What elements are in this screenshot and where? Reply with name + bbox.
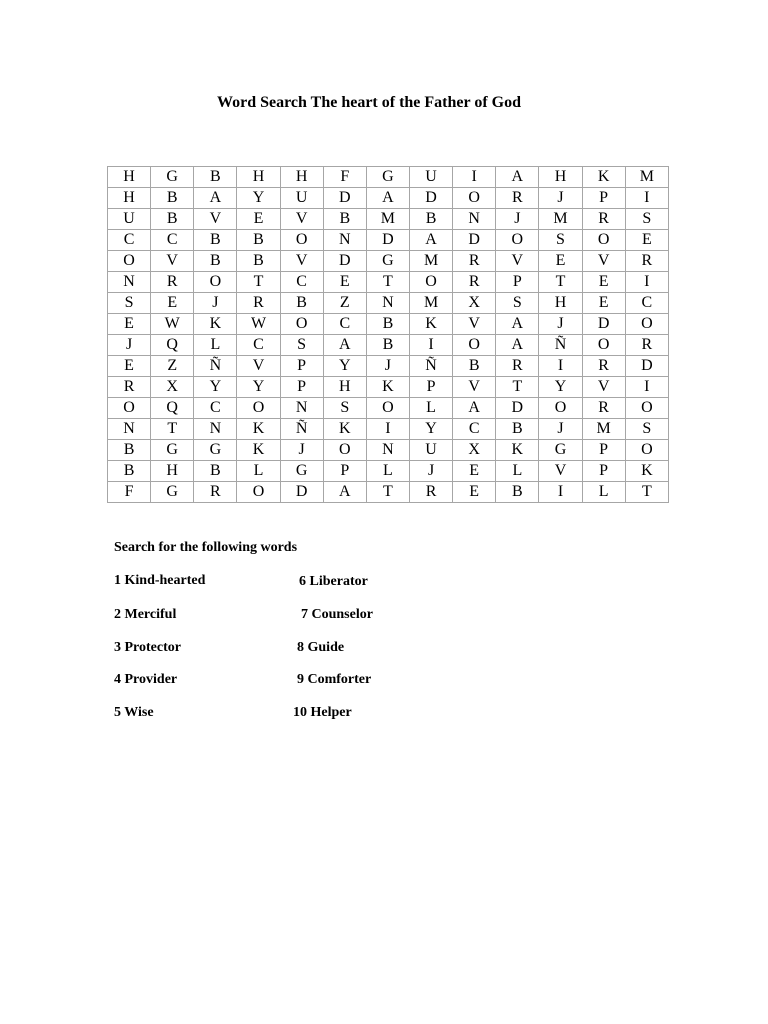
grid-cell: Q <box>151 335 194 356</box>
grid-cell: E <box>582 272 625 293</box>
grid-cell: V <box>151 251 194 272</box>
grid-cell: Z <box>151 356 194 377</box>
grid-cell: R <box>151 272 194 293</box>
grid-cell: M <box>625 167 668 188</box>
grid-cell: O <box>625 398 668 419</box>
grid-cell: V <box>194 209 237 230</box>
grid-cell: O <box>582 335 625 356</box>
grid-cell: U <box>409 440 452 461</box>
grid-cell: R <box>625 251 668 272</box>
grid-cell: H <box>539 293 582 314</box>
grid-row <box>108 356 669 377</box>
grid-cell: G <box>151 440 194 461</box>
grid-cell: I <box>453 167 496 188</box>
grid-cell: V <box>280 251 323 272</box>
grid-cell: V <box>280 209 323 230</box>
grid-cell: B <box>496 419 539 440</box>
grid-cell: J <box>280 440 323 461</box>
grid-cell: E <box>625 230 668 251</box>
grid-cell: P <box>280 356 323 377</box>
word-list-item: 10 Helper <box>293 705 352 720</box>
grid-cell: N <box>108 272 151 293</box>
grid-cell: D <box>453 230 496 251</box>
grid-cell: G <box>539 440 582 461</box>
grid-cell: J <box>194 293 237 314</box>
grid-row <box>108 377 669 398</box>
grid-cell: O <box>108 398 151 419</box>
grid-cell: N <box>323 230 366 251</box>
grid-cell: A <box>453 398 496 419</box>
grid-cell: S <box>323 398 366 419</box>
grid-cell: Ñ <box>409 356 452 377</box>
grid-cell: D <box>625 356 668 377</box>
grid-cell: U <box>280 188 323 209</box>
grid-row <box>108 314 669 335</box>
grid-cell: Y <box>323 356 366 377</box>
grid-cell: G <box>280 461 323 482</box>
grid-cell: B <box>194 251 237 272</box>
grid-cell: O <box>453 188 496 209</box>
grid-cell: S <box>625 419 668 440</box>
grid-cell: O <box>409 272 452 293</box>
instructions-text: Search for the following words <box>114 540 298 555</box>
grid-cell: A <box>323 335 366 356</box>
grid-cell: D <box>323 188 366 209</box>
grid-cell: E <box>323 272 366 293</box>
grid-cell: C <box>194 398 237 419</box>
grid-row <box>108 188 669 209</box>
grid-cell: N <box>194 419 237 440</box>
grid-cell: B <box>366 314 409 335</box>
grid-cell: R <box>409 482 452 503</box>
word-search-grid <box>107 166 669 503</box>
grid-cell: S <box>280 335 323 356</box>
grid-cell: A <box>194 188 237 209</box>
grid-cell: C <box>625 293 668 314</box>
grid-cell: E <box>453 461 496 482</box>
grid-cell: H <box>108 167 151 188</box>
grid-cell: J <box>539 188 582 209</box>
grid-cell: R <box>582 209 625 230</box>
grid-cell: V <box>582 377 625 398</box>
grid-row <box>108 272 669 293</box>
grid-cell: B <box>366 335 409 356</box>
grid-cell: O <box>582 230 625 251</box>
grid-cell: U <box>409 167 452 188</box>
grid-cell: O <box>539 398 582 419</box>
grid-cell: U <box>108 209 151 230</box>
grid-cell: J <box>496 209 539 230</box>
grid-cell: G <box>194 440 237 461</box>
grid-cell: D <box>366 230 409 251</box>
grid-cell: T <box>237 272 280 293</box>
grid-cell: R <box>625 335 668 356</box>
grid-cell: K <box>323 419 366 440</box>
grid-cell: R <box>453 272 496 293</box>
grid-cell: T <box>539 272 582 293</box>
grid-cell: Ñ <box>280 419 323 440</box>
grid-cell: J <box>539 314 582 335</box>
word-list-item: 6 Liberator <box>299 574 368 589</box>
grid-cell: E <box>582 293 625 314</box>
grid-cell: N <box>280 398 323 419</box>
grid-cell: V <box>496 251 539 272</box>
grid-cell: B <box>409 209 452 230</box>
word-list-item: 7 Counselor <box>301 607 373 622</box>
grid-cell: T <box>366 482 409 503</box>
word-list-item: 1 Kind-hearted <box>114 573 206 588</box>
grid-cell: K <box>409 314 452 335</box>
grid-cell: E <box>539 251 582 272</box>
grid-cell: M <box>366 209 409 230</box>
grid-cell: B <box>108 440 151 461</box>
grid-cell: P <box>582 188 625 209</box>
grid-cell: F <box>323 167 366 188</box>
grid-cell: N <box>366 440 409 461</box>
grid-cell: T <box>151 419 194 440</box>
grid-cell: R <box>496 188 539 209</box>
grid-row <box>108 419 669 440</box>
grid-cell: A <box>409 230 452 251</box>
word-list-item: 5 Wise <box>114 705 154 720</box>
grid-cell: A <box>496 167 539 188</box>
grid-cell: X <box>453 440 496 461</box>
grid-cell: D <box>323 251 366 272</box>
grid-cell: Y <box>237 377 280 398</box>
grid-cell: J <box>409 461 452 482</box>
grid-cell: T <box>496 377 539 398</box>
grid-cell: A <box>323 482 366 503</box>
grid-cell: G <box>151 167 194 188</box>
grid-row <box>108 251 669 272</box>
grid-cell: E <box>237 209 280 230</box>
grid-cell: H <box>280 167 323 188</box>
grid-cell: K <box>582 167 625 188</box>
grid-cell: S <box>539 230 582 251</box>
grid-row <box>108 293 669 314</box>
grid-cell: O <box>108 251 151 272</box>
grid-cell: V <box>453 377 496 398</box>
grid-cell: A <box>496 314 539 335</box>
grid-cell: X <box>151 377 194 398</box>
grid-cell: O <box>323 440 366 461</box>
grid-cell: Y <box>237 188 280 209</box>
word-list-item: 2 Merciful <box>114 607 177 622</box>
grid-cell: C <box>151 230 194 251</box>
grid-cell: C <box>108 230 151 251</box>
word-list-item: 9 Comforter <box>297 672 372 687</box>
word-list-item: 8 Guide <box>297 640 345 655</box>
grid-cell: L <box>582 482 625 503</box>
grid-row <box>108 398 669 419</box>
grid-cell: B <box>453 356 496 377</box>
grid-cell: T <box>625 482 668 503</box>
grid-cell: R <box>582 356 625 377</box>
grid-row <box>108 335 669 356</box>
grid-cell: K <box>237 440 280 461</box>
grid-row <box>108 461 669 482</box>
grid-cell: I <box>366 419 409 440</box>
grid-cell: K <box>366 377 409 398</box>
grid-cell: N <box>366 293 409 314</box>
grid-cell: D <box>582 314 625 335</box>
grid-cell: D <box>496 398 539 419</box>
grid-cell: W <box>237 314 280 335</box>
grid-cell: H <box>323 377 366 398</box>
grid-cell: I <box>409 335 452 356</box>
grid-cell: X <box>453 293 496 314</box>
grid-cell: O <box>280 230 323 251</box>
grid-cell: R <box>582 398 625 419</box>
grid-cell: Q <box>151 398 194 419</box>
grid-cell: N <box>453 209 496 230</box>
grid-row <box>108 167 669 188</box>
page-title: Word Search The heart of the Father of God <box>217 94 521 111</box>
grid-cell: E <box>108 356 151 377</box>
grid-cell: V <box>582 251 625 272</box>
grid-cell: J <box>539 419 582 440</box>
grid-cell: O <box>625 314 668 335</box>
grid-cell: N <box>108 419 151 440</box>
grid-cell: R <box>194 482 237 503</box>
grid-cell: O <box>237 398 280 419</box>
grid-cell: G <box>366 251 409 272</box>
grid-cell: R <box>453 251 496 272</box>
grid-cell: B <box>323 209 366 230</box>
grid-cell: K <box>625 461 668 482</box>
grid-cell: T <box>366 272 409 293</box>
grid-cell: J <box>366 356 409 377</box>
grid-cell: V <box>539 461 582 482</box>
grid-cell: O <box>194 272 237 293</box>
grid-cell: B <box>194 230 237 251</box>
grid-cell: L <box>194 335 237 356</box>
grid-cell: W <box>151 314 194 335</box>
grid-cell: M <box>409 251 452 272</box>
grid-cell: B <box>280 293 323 314</box>
grid-cell: H <box>151 461 194 482</box>
grid-cell: O <box>366 398 409 419</box>
grid-cell: P <box>280 377 323 398</box>
grid-cell: B <box>496 482 539 503</box>
grid-cell: A <box>496 335 539 356</box>
grid-cell: I <box>539 356 582 377</box>
grid-cell: M <box>409 293 452 314</box>
grid-cell: P <box>582 440 625 461</box>
grid-cell: V <box>453 314 496 335</box>
grid-cell: M <box>539 209 582 230</box>
grid-cell: B <box>151 209 194 230</box>
grid-cell: S <box>108 293 151 314</box>
grid-cell: C <box>323 314 366 335</box>
grid-cell: I <box>625 377 668 398</box>
grid-cell: L <box>237 461 280 482</box>
grid-cell: B <box>237 251 280 272</box>
grid-cell: L <box>496 461 539 482</box>
grid-cell: R <box>237 293 280 314</box>
grid-cell: P <box>409 377 452 398</box>
word-list-item: 4 Provider <box>114 672 178 687</box>
grid-cell: B <box>194 461 237 482</box>
grid-cell: R <box>108 377 151 398</box>
grid-cell: H <box>108 188 151 209</box>
word-list-item: 3 Protector <box>114 640 181 655</box>
grid-cell: B <box>151 188 194 209</box>
grid-cell: S <box>625 209 668 230</box>
grid-cell: I <box>625 272 668 293</box>
grid-cell: D <box>280 482 323 503</box>
grid-cell: F <box>108 482 151 503</box>
grid-cell: B <box>108 461 151 482</box>
grid-cell: G <box>151 482 194 503</box>
grid-cell: P <box>582 461 625 482</box>
grid-cell: K <box>194 314 237 335</box>
grid-cell: B <box>237 230 280 251</box>
grid-cell: D <box>409 188 452 209</box>
grid-row <box>108 440 669 461</box>
grid-cell: S <box>496 293 539 314</box>
grid-row <box>108 209 669 230</box>
grid-cell: V <box>237 356 280 377</box>
grid-cell: E <box>108 314 151 335</box>
grid-row <box>108 230 669 251</box>
grid-cell: C <box>453 419 496 440</box>
grid-cell: Ñ <box>194 356 237 377</box>
grid-cell: K <box>496 440 539 461</box>
grid-cell: H <box>237 167 280 188</box>
grid-cell: O <box>625 440 668 461</box>
grid-cell: M <box>582 419 625 440</box>
grid-cell: Ñ <box>539 335 582 356</box>
grid-cell: Z <box>323 293 366 314</box>
grid-cell: A <box>366 188 409 209</box>
grid-cell: L <box>409 398 452 419</box>
grid-cell: L <box>366 461 409 482</box>
grid-cell: H <box>539 167 582 188</box>
grid-cell: E <box>453 482 496 503</box>
grid-cell: I <box>625 188 668 209</box>
grid-cell: P <box>323 461 366 482</box>
grid-cell: C <box>280 272 323 293</box>
grid-cell: J <box>108 335 151 356</box>
grid-cell: O <box>280 314 323 335</box>
grid-cell: O <box>237 482 280 503</box>
grid-cell: R <box>496 356 539 377</box>
grid-cell: P <box>496 272 539 293</box>
grid-cell: B <box>194 167 237 188</box>
grid-row <box>108 482 669 503</box>
grid-cell: E <box>151 293 194 314</box>
grid-cell: I <box>539 482 582 503</box>
grid-cell: Y <box>194 377 237 398</box>
grid-cell: K <box>237 419 280 440</box>
grid-cell: O <box>453 335 496 356</box>
grid-cell: Y <box>539 377 582 398</box>
grid-cell: Y <box>409 419 452 440</box>
grid-cell: G <box>366 167 409 188</box>
grid-cell: O <box>496 230 539 251</box>
grid-cell: C <box>237 335 280 356</box>
